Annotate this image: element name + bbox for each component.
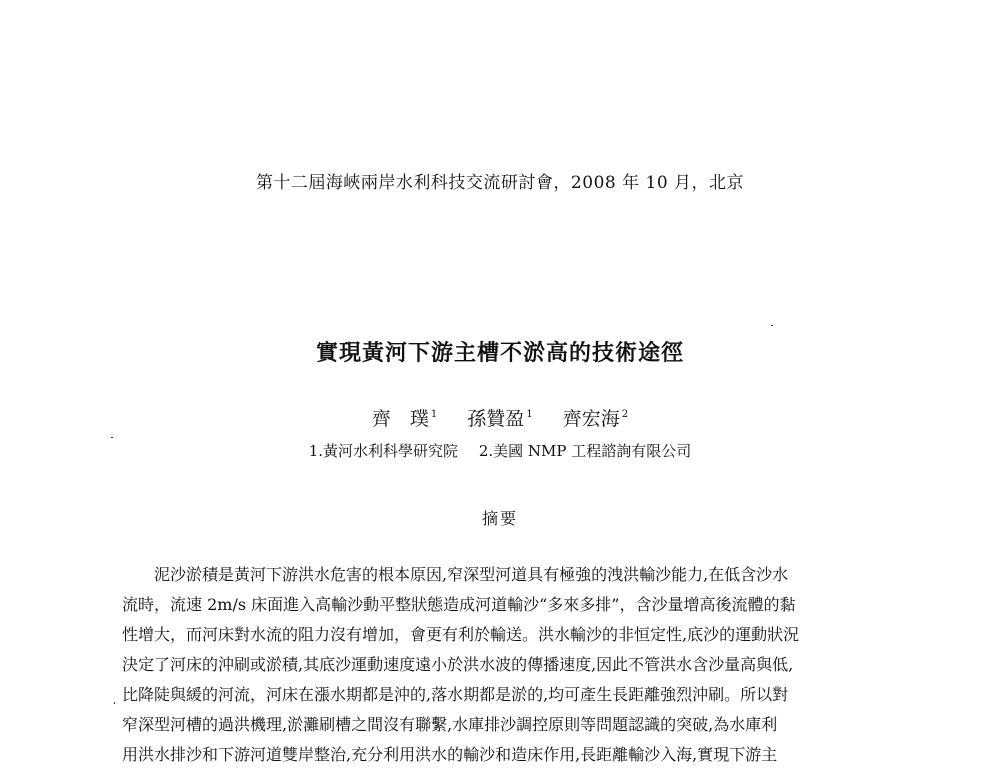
abstract-line: 比降陡與緩的河流，河床在漲水期都是沖的,落水期都是淤的,均可產生長距離強烈沖刷。所以對 [122, 685, 789, 704]
abstract-line: 泥沙淤積是黃河下游洪水危害的根本原因,窄深型河道具有極強的洩洪輸沙能力,在低含沙水 [154, 565, 789, 584]
author-name: 孫贊盈 [467, 408, 525, 430]
author-affiliation-mark: 1 [526, 409, 533, 420]
author-3 [563, 404, 628, 431]
conference-header: 第十二屆海峽兩岸水利科技交流研討會，2008 年 10 月，北京 [255, 173, 745, 193]
paper-title: 實現黃河下游主槽不淤高的技術途徑 [315, 341, 684, 366]
author-name: 齊宏海 [562, 408, 620, 430]
abstract-heading: 摘要 [481, 509, 518, 528]
abstract-line: 用洪水排沙和下游河道雙岸整治,充分利用洪水的輸沙和造床作用,長距離輸沙入海,實現下游主 [122, 745, 778, 764]
scan-speck [771, 325, 773, 326]
abstract-line: 決定了河床的沖刷或淤積,其底沙運動速度遠小於洪水波的傳播速度,因此不管洪水含沙量高與低, [122, 655, 794, 674]
author-affiliation-mark: 1 [430, 409, 438, 420]
scan-speck [111, 437, 113, 438]
author-affiliation-mark: 2 [621, 409, 629, 420]
author-2 [467, 404, 532, 431]
abstract-body [122, 560, 884, 770]
affiliation-2: 2.美國 NMP 工程諮詢有限公司 [478, 442, 692, 460]
abstract-line: 性增大，而河床對水流的阻力沒有增加，會更有利於輸送。洪水輸沙的非恒定性,底沙的運動狀況 [122, 625, 800, 644]
affiliation-list [0, 440, 1000, 461]
author-1 [372, 404, 437, 431]
abstract-line: 窄深型河槽的過洪機理,淤灘刷槽之間沒有聯繫,水庫排沙調控原則等問題認識的突破,為水庫利 [122, 715, 778, 734]
abstract-line: 流時，流速 2m/s 床面進入高輸沙動平整狀態造成河道輸沙“多來多排”，含沙量增高後流體的黏 [122, 595, 796, 614]
author-name: 齊 璞 [371, 408, 429, 430]
affiliation-1: 1.黃河水利科學研究院 [308, 442, 459, 460]
scan-speck [114, 702, 115, 704]
author-list [0, 404, 1000, 431]
